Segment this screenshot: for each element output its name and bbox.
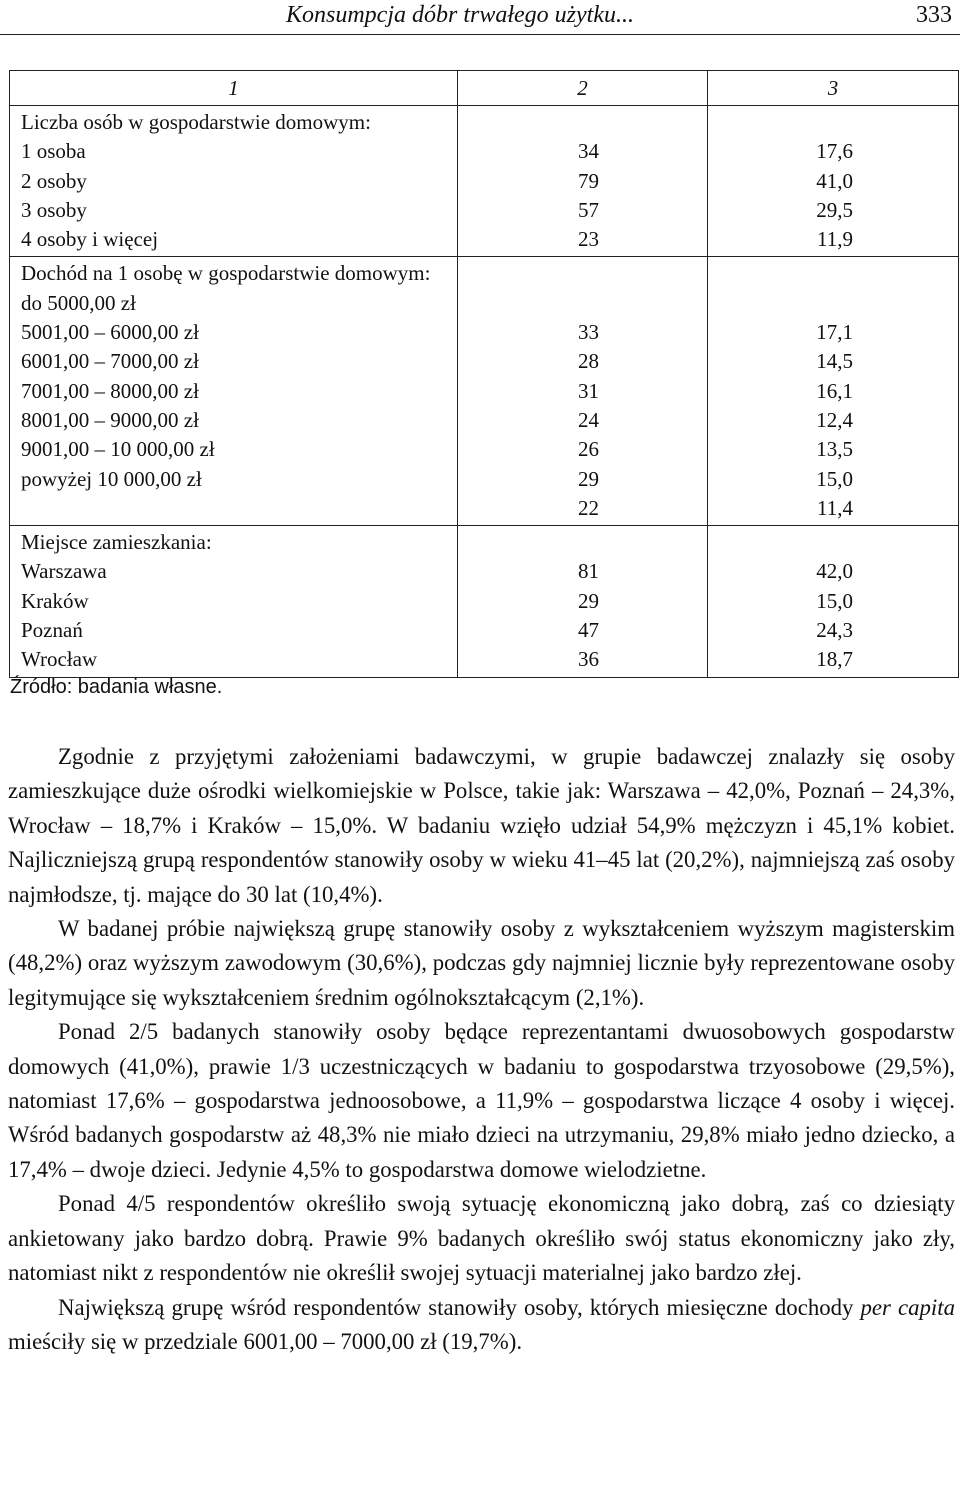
paragraph-text: Największą grupę wśród respondentów stanowiły osoby, których miesięczne dochody bbox=[58, 1294, 861, 1320]
row-label: 6001,00 – 7000,00 zł bbox=[21, 349, 199, 374]
cell-value: 81 bbox=[578, 559, 599, 584]
running-title: Konsumpcja dóbr trwałego użytku... bbox=[286, 2, 634, 28]
cell-value: 14,5 bbox=[816, 349, 853, 374]
cell-value: 26 bbox=[578, 437, 599, 462]
group-col3 bbox=[708, 526, 959, 677]
cell-value: 47 bbox=[578, 618, 599, 643]
row-label: Warszawa bbox=[21, 559, 107, 584]
running-header bbox=[0, 0, 960, 35]
row-label: Poznań bbox=[21, 618, 83, 643]
column-number-2: 2 bbox=[458, 71, 708, 106]
cell-value: 29,5 bbox=[816, 197, 853, 222]
group-col3 bbox=[708, 106, 959, 257]
table-header-row bbox=[10, 71, 959, 106]
row-label: Kraków bbox=[21, 588, 89, 613]
data-table bbox=[9, 70, 959, 678]
cell-value: 13,5 bbox=[816, 437, 853, 462]
row-label: 9001,00 – 10 000,00 zł bbox=[21, 437, 215, 462]
row-label: 2 osoby bbox=[21, 168, 87, 193]
cell-value: 29 bbox=[578, 466, 599, 491]
group-labels bbox=[10, 526, 458, 677]
page-number: 333 bbox=[916, 2, 952, 28]
cell-value bbox=[458, 289, 707, 318]
table-group-household-size bbox=[10, 106, 959, 257]
row-label: powyżej 10 000,00 zł bbox=[21, 466, 202, 491]
cell-value bbox=[458, 259, 707, 288]
group-heading: Miejsce zamieszkania: bbox=[21, 530, 212, 555]
cell-value: 23 bbox=[578, 227, 599, 252]
group-labels bbox=[10, 106, 458, 257]
cell-value: 34 bbox=[578, 139, 599, 164]
row-label: Wrocław bbox=[21, 647, 98, 672]
cell-value: 33 bbox=[578, 320, 599, 345]
paragraph bbox=[8, 1291, 955, 1360]
group-col2 bbox=[458, 257, 708, 526]
paragraph bbox=[8, 1015, 955, 1187]
cell-value: 36 bbox=[578, 647, 599, 672]
group-col2 bbox=[458, 106, 708, 257]
cell-value bbox=[708, 528, 958, 557]
table-group-residence bbox=[10, 526, 959, 677]
group-heading: Liczba osób w gospodarstwie domowym: bbox=[21, 110, 371, 134]
cell-value: 22 bbox=[578, 495, 599, 520]
paragraph bbox=[8, 1187, 955, 1290]
cell-value: 42,0 bbox=[816, 559, 853, 584]
cell-value: 15,0 bbox=[816, 466, 853, 491]
cell-value: 15,0 bbox=[816, 588, 853, 613]
row-label: 4 osoby i więcej bbox=[21, 227, 159, 252]
row-label: 8001,00 – 9000,00 zł bbox=[21, 407, 199, 432]
cell-value: 28 bbox=[578, 349, 599, 374]
cell-value: 41,0 bbox=[816, 168, 853, 193]
cell-value bbox=[458, 528, 707, 557]
cell-value: 16,1 bbox=[816, 378, 853, 403]
paragraph bbox=[8, 740, 955, 912]
cell-value: 18,7 bbox=[816, 647, 853, 672]
row-label: 5001,00 – 6000,00 zł bbox=[21, 320, 199, 345]
cell-value bbox=[708, 289, 958, 318]
group-col2 bbox=[458, 526, 708, 677]
cell-value: 24 bbox=[578, 407, 599, 432]
cell-value: 17,6 bbox=[816, 139, 853, 164]
body-text bbox=[8, 740, 955, 1359]
cell-value: 24,3 bbox=[816, 618, 853, 643]
cell-value: 17,1 bbox=[816, 320, 853, 345]
cell-value: 31 bbox=[578, 378, 599, 403]
paragraph-text: W badanej próbie największą grupę stanowiły osoby z wykształceniem wyższym magisterskim (48,2%) oraz wyższym zawodowym (30,6%), podczas gdy najmniej licznie były reprezentowane osoby legitymujące się wykształceniem średnim ogólnokształcącym (2,1%). bbox=[8, 916, 955, 1010]
cell-value: 57 bbox=[578, 197, 599, 222]
group-col3 bbox=[708, 257, 959, 526]
column-number-1: 1 bbox=[10, 71, 458, 106]
italic-term: per capita bbox=[860, 1294, 955, 1320]
cell-value bbox=[458, 108, 707, 137]
cell-value: 29 bbox=[578, 588, 599, 613]
table-group-income bbox=[10, 257, 959, 526]
group-heading: Dochód na 1 osobę w gospodarstwie domowym: bbox=[21, 261, 431, 286]
paragraph-text: Ponad 4/5 respondentów określiło swoją sytuację ekonomiczną jako dobrą, zaś co dziesiąty ankietowany jako bardzo dobrą. Prawie 9% badanych określiło swój status ekonomiczny jako zły, natomiast nikt z respondentów nie określił swojej sytuacji materialnej jako bardzo złej. bbox=[8, 1191, 955, 1286]
cell-value bbox=[708, 108, 958, 137]
cell-value: 11,9 bbox=[817, 227, 853, 252]
cell-value: 11,4 bbox=[817, 495, 853, 520]
row-label: do 5000,00 zł bbox=[21, 290, 136, 315]
column-number-3: 3 bbox=[708, 71, 959, 106]
row-label: 7001,00 – 8000,00 zł bbox=[21, 378, 199, 403]
cell-value bbox=[708, 259, 958, 288]
group-labels bbox=[10, 257, 458, 526]
row-label: 1 osoba bbox=[21, 139, 86, 164]
paragraph-text: mieściły się w przedziale 6001,00 – 7000,00 zł (19,7%). bbox=[8, 1328, 523, 1354]
paragraph bbox=[8, 912, 955, 1015]
cell-value: 12,4 bbox=[816, 407, 853, 432]
row-label: 3 osoby bbox=[21, 197, 87, 222]
paragraph-text: Ponad 2/5 badanych stanowiły osoby będące reprezentantami dwuosobowych gospodarstw domowych (41,0%), prawie 1/3 uczestniczących w badaniu to gospodarstwa trzyosobowe (29,5%), natomiast 17,6% – gospodarstwa jednoosobowe, a 11,9% – gospodarstwa liczące 4 osoby i więcej. Wśród badanych gospodarstw aż 48,3% nie miało dzieci na utrzymaniu, 29,8% miało jedno dziecko, a 17,4% – dwoje dzieci. Jedynie 4,5% to gospodarstwa domowe wielodzietne. bbox=[8, 1019, 955, 1182]
cell-value: 79 bbox=[578, 168, 599, 193]
table-source-note: Źródło: badania własne. bbox=[10, 676, 223, 698]
paragraph-text: Zgodnie z przyjętymi założeniami badawczymi, w grupie badawczej znalazły się osoby zamieszkujące duże ośrodki wielkomiejskie w Polsce, takie jak: Warszawa – 42,0%, Poznań – 24,3%, Wrocław – 18,7% i Kraków – 15,0%. W badaniu wzięło udział 54,9% mężczyzn i 45,1% kobiet. Najliczniejszą grupą respondentów stanowiły osoby w wieku 41–45 lat (20,2%), najmniejszą zaś osoby najmłodsze, tj. mające do 30 lat (10,4%). bbox=[8, 744, 955, 907]
